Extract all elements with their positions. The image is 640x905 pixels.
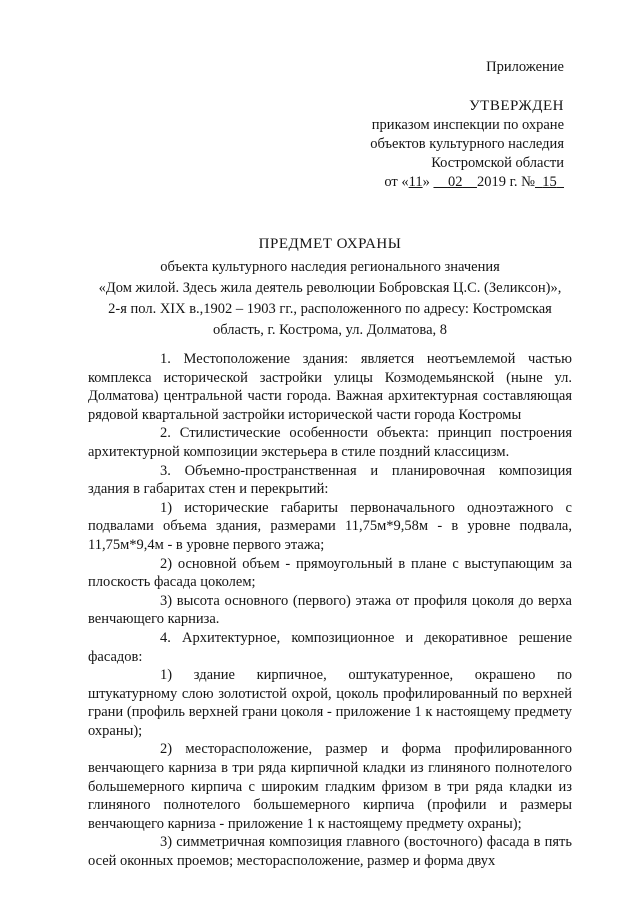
order-year: 2019 г. №	[476, 174, 535, 190]
item-2	[88, 424, 572, 461]
subitem-4-2	[88, 740, 572, 833]
order-month-value: 02	[447, 174, 463, 190]
order-sep: »	[422, 174, 434, 190]
item-text: месторасположение, размер и форма профилированного венчающего карниза в три ряда кирпичной кладки из глиняного полнотелого большемерного кирпича с широким гладким фризом в три ряда кладки из глиняного полнотелого большемерного кирпича (профили и размеры венчающего карниза - приложение 1 к настоящему предмету охраны);	[88, 741, 572, 832]
order-prefix: от «	[384, 174, 409, 190]
approval-block	[370, 58, 564, 192]
heading-line: область, г. Кострома, ул. Долматова, 8	[212, 322, 448, 338]
heading-line: «Дом жилой. Здесь жила деятель революции Бобровская Ц.С. (Зеликсон)»,	[98, 280, 562, 296]
item-1	[88, 350, 572, 424]
item-number: 1)	[160, 667, 173, 684]
appendix-label: Приложение	[486, 59, 564, 75]
subitem-3-2	[88, 555, 572, 592]
item-text: Объемно-пространственная и планировочная композиция здания в габаритах стен и перекрытий:	[88, 462, 572, 498]
item-3	[88, 462, 572, 499]
order-number	[535, 174, 564, 190]
item-number: 2)	[160, 555, 173, 572]
item-number: 2.	[160, 425, 171, 442]
item-text: Архитектурное, композиционное и декоративное решение фасадов:	[88, 629, 573, 665]
item-number: 3)	[160, 592, 173, 609]
approved-line: приказом инспекции по охране	[371, 117, 564, 133]
approved-line: Костромской области	[431, 155, 564, 171]
item-number: 3)	[160, 834, 173, 851]
item-4	[88, 629, 572, 666]
subitem-3-1	[88, 499, 572, 555]
subitem-4-1	[88, 666, 572, 740]
order-day: 11	[408, 174, 423, 190]
heading-line: объекта культурного наследия регионального значения	[160, 259, 500, 275]
item-text: симметричная композиция главного (восточного) фасада в пять осей оконных проемов; месторасположение, размер и форма двух	[88, 834, 572, 870]
document-title: ПРЕДМЕТ ОХРАНЫ	[258, 236, 402, 252]
approved-label: УТВЕРЖДЕН	[469, 98, 564, 114]
item-number: 3.	[160, 462, 171, 479]
item-text: исторические габариты первоначального одноэтажного с подвалами объема здания, размерами 11,75м*9,58м - в уровне подвала, 11,75м*9,4м - в уровне первого этажа;	[88, 499, 572, 553]
document-heading	[88, 234, 572, 341]
subitem-4-3	[88, 833, 572, 870]
order-line	[370, 173, 564, 192]
item-text: основной объем - прямоугольный в плане с выступающим за плоскость фасада цоколем;	[88, 555, 572, 591]
document-body	[88, 350, 572, 871]
approved-line: объектов культурного наследия	[370, 136, 564, 152]
heading-line: 2-я пол. XIX в.,1902 – 1903 гг., расположенного по адресу: Костромская	[108, 301, 552, 317]
order-number-value: 15	[542, 174, 557, 190]
item-number: 2)	[160, 741, 173, 758]
item-number: 1.	[160, 351, 171, 367]
order-month	[433, 174, 477, 190]
item-text: Местоположение здания: является неотъемлемой частью комплекса исторической застройки улицы Козмодемьянской (ныне ул. Долматова) центральной части города. Важная архитектурная составляющая рядовой квартальной застройки исторической части города Костромы	[88, 351, 572, 423]
item-text: здание кирпичное, оштукатуренное, окрашено по штукатурному слою золотистой охрой, цоколь профилированный по верхней грани (профиль верхней грани цоколя - приложение 1 к настоящему предмету охраны);	[88, 667, 572, 739]
item-number: 1)	[160, 499, 173, 516]
subitem-3-3	[88, 592, 572, 629]
item-number: 4.	[160, 629, 171, 646]
item-text: высота основного (первого) этажа от профиля цоколя до верха венчающего карниза.	[88, 592, 572, 628]
item-text: Стилистические особенности объекта: принцип построения архитектурной композиции экстерьера в стиле поздний классицизм.	[88, 425, 572, 460]
